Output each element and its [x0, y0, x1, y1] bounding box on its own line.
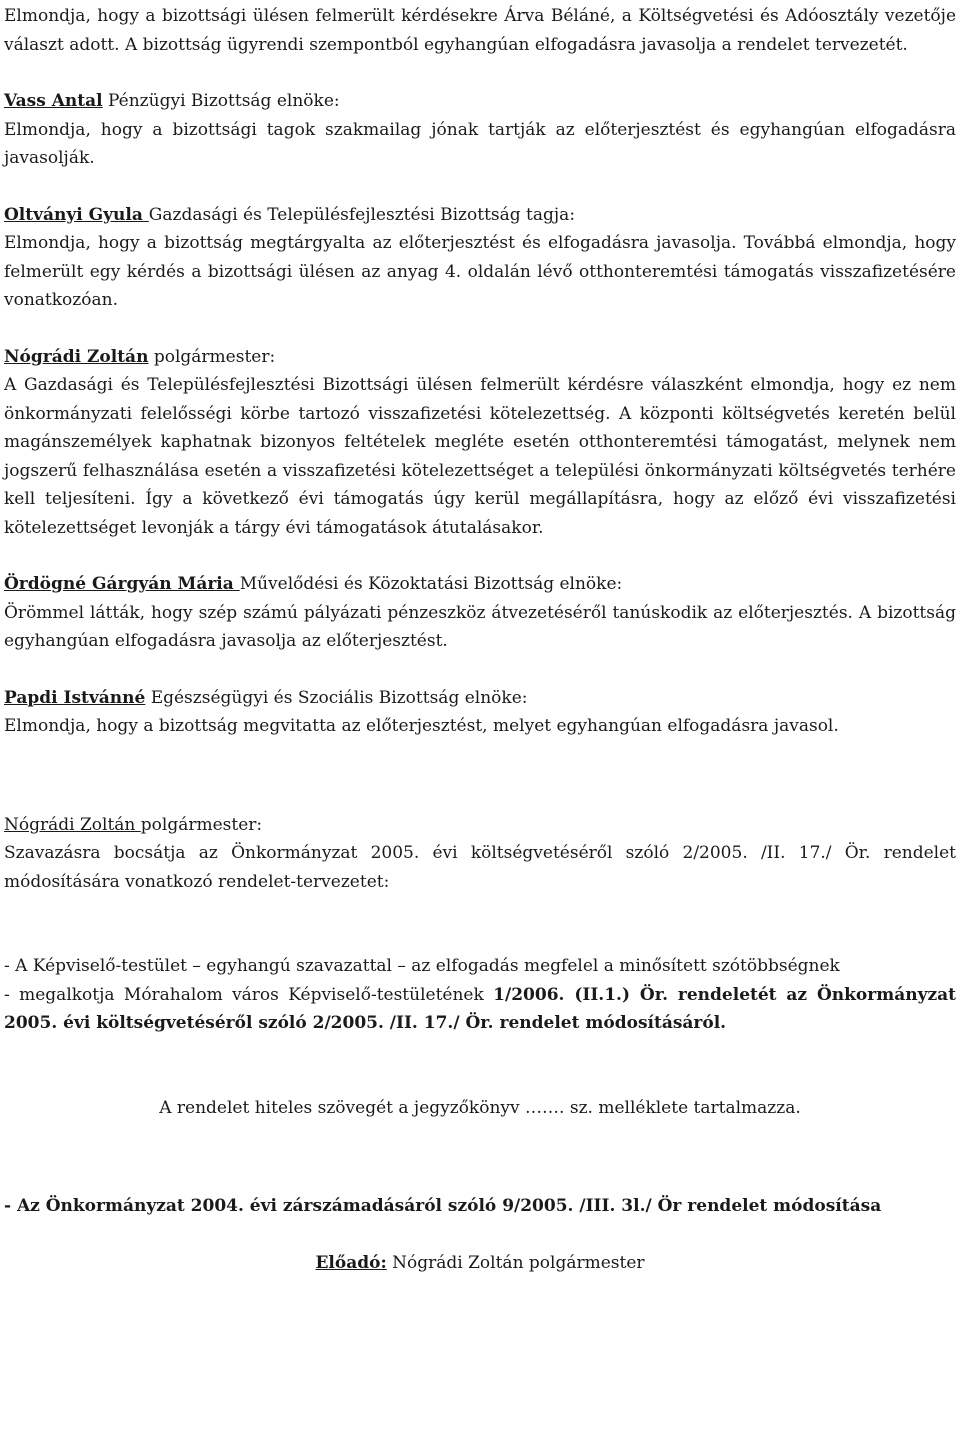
agenda-item-title — [4, 1192, 956, 1221]
speaker-name: Nógrádi Zoltán — [4, 346, 149, 367]
paragraph-nogradi-zoltan-1 — [4, 343, 956, 543]
speaker-role: polgármester: — [148, 346, 276, 367]
paragraph-text: A rendelet hiteles szövegét a jegyzőkönyv ……. sz. melléklete tartalmazza. — [159, 1097, 801, 1118]
speaker-name: Ördögné Gárgyán Mária — [4, 574, 240, 594]
paragraph-vass-antal — [4, 87, 956, 173]
paragraph-intro — [4, 2, 956, 59]
paragraph-text: Szavazásra bocsátja az Önkormányzat 2005. évi költségvetéséről szóló 2/2005. /II. 17./ Ör. rendelet módosítására vonatkozó rendelet-tervezetet: — [4, 843, 956, 892]
speaker-name: Papdi Istvánné — [4, 687, 146, 708]
agenda-item-text: - Az Önkormányzat 2004. évi zárszámadásáról szóló 9/2005. /III. 3l./ Ör rendelet módosítása — [4, 1196, 882, 1216]
presenter-value: Nógrádi Zoltán polgármester — [386, 1252, 645, 1273]
paragraph-resolution — [4, 952, 956, 1038]
presenter-label: Előadó: — [315, 1252, 387, 1273]
paragraph-text: Elmondja, hogy a bizottság megtárgyalta az előterjesztést és elfogadásra javasolja. Továbbá elmondja, hogy felmerült egy kérdés a bizottsági ülésen az anyag 4. oldalán lévő otthonteremtési támogatás visszafizetésére vonatkozóan. — [4, 233, 956, 310]
speaker-name: Oltványi Gyula — [4, 204, 149, 225]
speaker-role: Pénzügyi Bizottság elnöke: — [102, 91, 340, 111]
speaker-line — [4, 343, 956, 372]
speaker-line — [4, 570, 956, 599]
paragraph-text: Elmondja, hogy a bizottsági ülésen felmerült kérdésekre Árva Béláné, a Költségvetési és Adóosztály vezetője választ adott. A bizottság ügyrendi szempontból egyhangúan elfogadásra javasolja a rendelet tervezetét. — [4, 6, 956, 55]
speaker-role: Gazdasági és Településfejlesztési Bizottság tagja: — [148, 204, 576, 225]
speaker-name: Nógrádi Zoltán — [4, 814, 141, 835]
paragraph-text: Elmondja, hogy a bizottsági tagok szakmailag jónak tartják az előterjesztést és egyhangúan elfogadásra javasolják. — [4, 119, 956, 168]
speaker-line — [4, 201, 956, 230]
resolution-line-2-plain: - megalkotja Mórahalom város Képviselő-testületének — [4, 984, 494, 1005]
speaker-role: Egészségügyi és Szociális Bizottság elnöke: — [145, 687, 528, 708]
resolution-line-2-bold: 1/2006. (II.1.) Ör. rendeletét az Önkormányzat 2005. évi költségvetéséről szóló 2/2005. /II. 17./ Ör. rendelet módosításáról. — [4, 984, 956, 1033]
speaker-line — [4, 684, 956, 713]
speaker-line — [4, 811, 956, 840]
paragraph-text: A Gazdasági és Településfejlesztési Bizottsági ülésen felmerült kérdésre válaszként elmondja, hogy ez nem önkormányzati felelősségi körbe tartozó visszafizetési kötelezettség. A központi költségvetés keretén belül magánszemélyek kaphatnak bizonyos feltételek megléte esetén otthonteremtési támogatást, melynek nem jogszerű felhasználása esetén a visszafizetési kötelezettséget a települési önkormányzati költségvetés terhére kell teljesíteni. Így a következő évi támogatás úgy kerül megállapításra, hogy az előző évi visszafizetési kötelezettséget levonják a tárgy évi támogatások átutalásakor. — [4, 375, 956, 538]
paragraph-official-text-note — [4, 1094, 956, 1123]
resolution-line-1: - A Képviselő-testület – egyhangú szavazattal – az elfogadás megfelel a minősített szótöbbségnek — [4, 956, 840, 976]
speaker-role: polgármester: — [140, 814, 263, 835]
speaker-role: Művelődési és Közoktatási Bizottság elnöke: — [239, 574, 623, 594]
paragraph-oltvanyi-gyula — [4, 201, 956, 315]
speaker-line — [4, 87, 956, 116]
paragraph-text: Elmondja, hogy a bizottság megvitatta az előterjesztést, melyet egyhangúan elfogadásra javasol. — [4, 716, 839, 736]
paragraph-papdi-istvanne — [4, 684, 956, 741]
paragraph-ordogne-gargyan-maria — [4, 570, 956, 656]
paragraph-text: Örömmel látták, hogy szép számú pályázati pénzeszköz átvezetéséről tanúskodik az előterjesztés. A bizottság egyhangúan elfogadásra javasolja az előterjesztést. — [4, 602, 956, 651]
speaker-name: Vass Antal — [4, 91, 103, 111]
paragraph-nogradi-zoltan-2 — [4, 811, 956, 897]
presenter-line — [4, 1249, 956, 1278]
